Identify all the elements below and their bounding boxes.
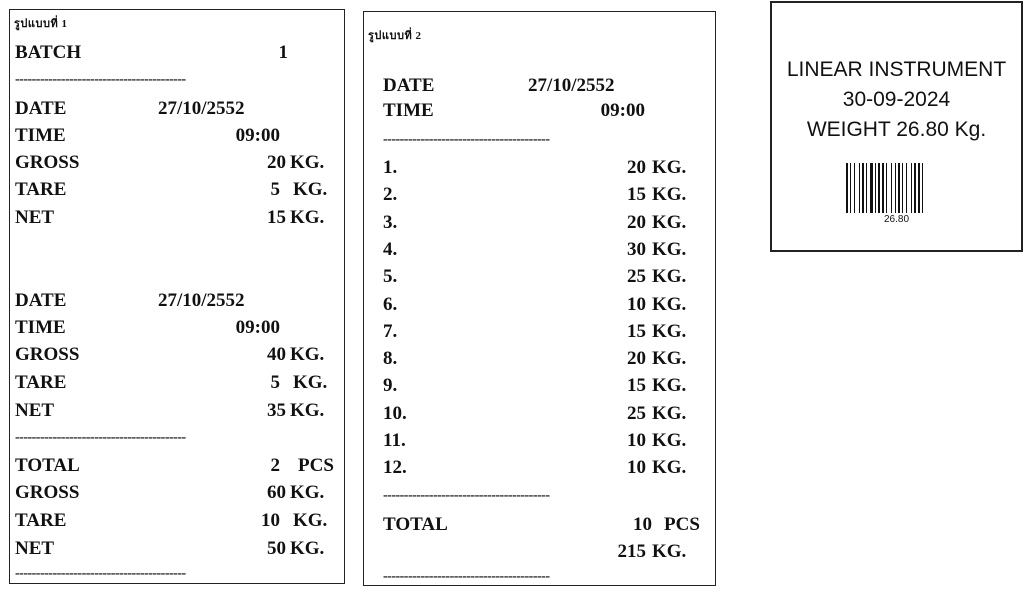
total-count: 10: [633, 514, 652, 535]
barcode-text: 26.80: [883, 214, 910, 225]
weight-item-row: [364, 155, 715, 181]
tare-unit: KG.: [293, 179, 328, 200]
net-label: NET: [15, 538, 55, 559]
total-label: TOTAL: [383, 514, 448, 535]
date-label: DATE: [383, 75, 435, 96]
receipt-format-1: [9, 9, 345, 584]
label-company: LINEAR INSTRUMENT: [786, 58, 1007, 81]
item-value: 20: [627, 157, 646, 178]
receipt-title: รูปแบบที่ 1: [14, 18, 68, 30]
item-unit: KG.: [652, 184, 687, 206]
tare-value: 10: [261, 510, 280, 531]
batch-value: 1: [278, 42, 288, 63]
barcode-bar: [922, 163, 923, 213]
item-unit: KG.: [652, 348, 687, 370]
item-value: 20: [627, 348, 646, 370]
item-number: 5.: [383, 266, 398, 288]
item-number: 8.: [383, 348, 398, 370]
item-unit: KG.: [652, 211, 687, 233]
item-number: 11.: [383, 430, 406, 451]
item-value: 25: [627, 402, 646, 424]
barcode-bar: [878, 163, 880, 213]
weight-item-row: [364, 210, 715, 236]
item-unit: KG.: [652, 430, 687, 451]
tare-label: TARE: [15, 510, 67, 531]
weight-item-row: [364, 264, 715, 290]
net-unit: KG.: [290, 538, 325, 559]
barcode-bar: [918, 163, 920, 213]
date-value: 27/10/2552: [158, 98, 245, 119]
tare-value: 5: [270, 179, 280, 200]
date-value: 27/10/2552: [528, 75, 615, 96]
gross-unit: KG.: [290, 152, 325, 173]
divider: -----------------------------------------: [15, 430, 186, 445]
receipt-title: รูปแบบที่ 2: [368, 30, 422, 42]
total-weight-row: [364, 539, 715, 565]
item-number: 7.: [383, 320, 398, 342]
divider: ----------------------------------------: [383, 132, 550, 147]
tare-unit: KG.: [293, 372, 328, 393]
gross-unit: KG.: [290, 344, 325, 365]
total-unit: PCS: [298, 455, 334, 476]
item-value: 30: [627, 238, 646, 260]
barcode-bar: [846, 163, 848, 213]
barcode-bar: [911, 163, 912, 213]
tare-unit: KG.: [293, 510, 328, 531]
item-value: 15: [627, 320, 646, 342]
net-value: 15: [267, 207, 286, 228]
item-value: 10: [627, 293, 646, 315]
item-number: 4.: [383, 238, 398, 260]
barcode-bar: [875, 163, 876, 213]
divider: -----------------------------------------: [15, 72, 186, 87]
summary-total-row: [10, 453, 344, 479]
total-label: TOTAL: [15, 455, 80, 476]
gross-label: GROSS: [15, 482, 80, 503]
record1-date-row: [10, 96, 344, 122]
barcode-bar: [902, 163, 903, 213]
date-label: DATE: [15, 290, 67, 311]
barcode-bar: [850, 163, 851, 213]
record2-tare-row: [10, 370, 344, 396]
weight-item-row: [364, 455, 715, 481]
summary-gross-row: [10, 480, 344, 506]
weight-item-row: [364, 373, 715, 399]
item-number: 3.: [383, 211, 398, 233]
weight-item-row: [364, 292, 715, 318]
item-value: 10: [627, 457, 646, 479]
record1-net-row: [10, 205, 344, 231]
record2-gross-row: [10, 342, 344, 368]
item-number: 1.: [383, 157, 398, 178]
total-count-unit: PCS: [664, 514, 700, 535]
label-weight: WEIGHT 26.80 Kg.: [806, 118, 987, 141]
item-unit: KG.: [652, 266, 687, 288]
time-label: TIME: [15, 317, 66, 338]
item-unit: KG.: [652, 320, 687, 342]
item-value: 25: [627, 266, 646, 288]
weight-item-row: [364, 401, 715, 427]
label-date: 30-09-2024: [842, 88, 951, 111]
net-unit: KG.: [290, 207, 325, 228]
time-row: [364, 98, 715, 124]
batch-row: [10, 40, 344, 66]
item-value: 15: [627, 184, 646, 206]
record1-tare-row: [10, 177, 344, 203]
net-label: NET: [15, 207, 55, 228]
tare-value: 5: [270, 372, 280, 393]
barcode-bar: [898, 163, 900, 213]
gross-label: GROSS: [15, 152, 80, 173]
item-value: 20: [627, 211, 646, 233]
weight-item-row: [364, 182, 715, 208]
summary-net-row: [10, 536, 344, 562]
weight-item-row: [364, 428, 715, 454]
divider: -----------------------------------------: [15, 566, 186, 581]
tare-label: TARE: [15, 372, 67, 393]
barcode-bar: [870, 163, 873, 213]
total-row: [364, 512, 715, 538]
record1-gross-row: [10, 150, 344, 176]
item-number: 12.: [383, 457, 407, 479]
summary-tare-row: [10, 508, 344, 534]
item-unit: KG.: [652, 457, 687, 479]
gross-unit: KG.: [290, 482, 325, 503]
net-value: 50: [267, 538, 286, 559]
time-value: 09:00: [235, 317, 280, 338]
record2-time-row: [10, 315, 344, 341]
item-unit: KG.: [652, 402, 687, 424]
item-unit: KG.: [652, 157, 687, 178]
date-value: 27/10/2552: [158, 290, 245, 311]
gross-value: 20: [267, 152, 286, 173]
barcode-bar: [891, 163, 892, 213]
total-value: 2: [270, 455, 280, 476]
total-weight-unit: KG.: [652, 541, 687, 562]
barcode-bar: [906, 163, 907, 213]
record1-time-row: [10, 123, 344, 149]
item-unit: KG.: [652, 238, 687, 260]
time-value: 09:00: [600, 100, 645, 121]
item-unit: KG.: [652, 375, 687, 397]
time-label: TIME: [383, 100, 434, 121]
total-weight: 215: [617, 541, 646, 562]
receipt-format-2: [363, 11, 716, 586]
barcode-bar: [886, 163, 887, 213]
net-unit: KG.: [290, 400, 325, 421]
time-label: TIME: [15, 125, 66, 146]
weight-item-row: [364, 237, 715, 263]
barcode-bar: [895, 163, 896, 213]
tare-label: TARE: [15, 179, 67, 200]
time-value: 09:00: [235, 125, 280, 146]
divider: ----------------------------------------: [383, 488, 550, 503]
barcode-bar: [914, 163, 916, 213]
divider: ----------------------------------------: [383, 569, 550, 584]
batch-label: BATCH: [15, 42, 82, 63]
date-row: [364, 73, 715, 99]
barcode-label: [770, 1, 1023, 252]
weight-item-row: [364, 346, 715, 372]
gross-value: 60: [267, 482, 286, 503]
record2-net-row: [10, 398, 344, 424]
gross-label: GROSS: [15, 344, 80, 365]
item-number: 2.: [383, 184, 398, 206]
item-number: 6.: [383, 293, 398, 315]
weight-item-row: [364, 319, 715, 345]
net-value: 35: [267, 400, 286, 421]
item-number: 9.: [383, 375, 398, 397]
record2-date-row: [10, 288, 344, 314]
barcode-bar: [854, 163, 855, 213]
barcode-bar: [882, 163, 884, 213]
item-number: 10.: [383, 402, 407, 424]
barcode-bar: [862, 163, 864, 213]
barcode-bar: [859, 163, 860, 213]
item-value: 15: [627, 375, 646, 397]
net-label: NET: [15, 400, 55, 421]
barcode-image: [846, 163, 950, 213]
gross-value: 40: [267, 344, 286, 365]
barcode-bar: [866, 163, 867, 213]
item-unit: KG.: [652, 293, 687, 315]
date-label: DATE: [15, 98, 67, 119]
item-value: 10: [627, 430, 646, 451]
